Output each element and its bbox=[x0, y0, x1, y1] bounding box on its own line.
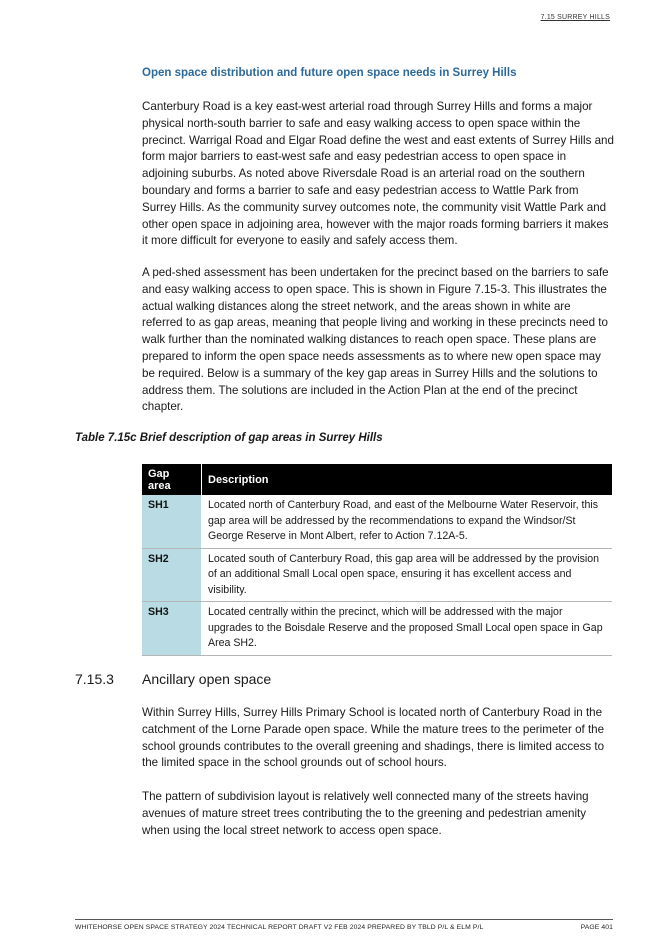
gap-area-cell: SH1 bbox=[142, 495, 202, 548]
column-header-description: Description bbox=[202, 464, 613, 495]
subsection-heading bbox=[75, 671, 271, 687]
subsection-title: Ancillary open space bbox=[142, 671, 272, 687]
table-row bbox=[142, 602, 612, 656]
section-heading: Open space distribution and future open space needs in Surrey Hills bbox=[142, 67, 517, 79]
gap-area-cell: SH2 bbox=[142, 548, 202, 602]
description-cell: Located north of Canterbury Road, and east of the Melbourne Water Reservoir, this gap area will be addressed by the recommendations to expand the Windsor/St George Reserve in Mont Albert, refer to Action 7.12A-5. bbox=[202, 495, 613, 548]
gap-areas-table bbox=[142, 464, 612, 656]
footer-text: WHITEHORSE OPEN SPACE STRATEGY 2024 TECHNICAL REPORT DRAFT V2 FEB 2024 PREPARED BY TBLD P/L & ELM P/L bbox=[75, 924, 484, 931]
table-caption: Table 7.15c Brief description of gap areas in Surrey Hills bbox=[75, 432, 383, 444]
table-row bbox=[142, 495, 612, 548]
table-header-row bbox=[142, 464, 612, 495]
body-paragraph: A ped-shed assessment has been undertaken for the precinct based on the barriers to safe and easy walking access to open space. This is shown in Figure 7.15-3. This illustrates the actual walking distances along the street network, and the areas shown in white are referred to as gap areas, meaning that people living and working in these precincts need to walk further than the nominated walking distances to reach open space. These plans are prepared to inform the open space needs assessments as to where new open space may be required. Below is a summary of the key gap areas in Surrey Hills and the solutions to address them. The solutions are included in the Action Plan at the end of the precinct chapter. bbox=[142, 266, 609, 414]
page-number: PAGE 401 bbox=[580, 924, 613, 931]
table-row bbox=[142, 548, 612, 602]
body-paragraph: The pattern of subdivision layout is relatively well connected many of the streets having avenues of mature street trees contributing the to the greening and pedestrian amenity when using the local street network to access open space. bbox=[142, 790, 589, 837]
description-cell: Located centrally within the precinct, which will be addressed with the major upgrades to the Boisdale Reserve and the proposed Small Local open space in Gap Area SH2. bbox=[202, 602, 613, 656]
footer-divider bbox=[75, 919, 613, 920]
running-header: 7.15 SURREY HILLS bbox=[540, 14, 610, 21]
page-footer bbox=[75, 924, 613, 931]
description-cell: Located south of Canterbury Road, this gap area will be addressed by the provision of an additional Small Local open space, ensuring it has excellent access and visibility. bbox=[202, 548, 613, 602]
gap-area-cell: SH3 bbox=[142, 602, 202, 656]
body-paragraph: Within Surrey Hills, Surrey Hills Primary School is located north of Canterbury Road in the catchment of the Lorne Parade open space. While the mature trees to the perimeter of the school grounds contributes to the overall greening and shadings, there is limited access to the limited space in the school grounds out of school hours. bbox=[142, 706, 605, 770]
column-header-gap-area: Gap area bbox=[142, 464, 202, 495]
subsection-number: 7.15.3 bbox=[75, 671, 114, 687]
body-paragraph: Canterbury Road is a key east-west arterial road through Surrey Hills and forms a major physical north-south barrier to safe and easy walking access to open space within the precinct. Warrigal Road and Elgar Road define the west and east extents of Surrey Hills and form major barriers to east-west safe and easy pedestrian access to open space in adjoining suburbs. As noted above Riversdale Road is an arterial road on the southern boundary and forms a barrier to safe and easy pedestrian access to Wattle Park from Surrey Hills. As the community survey outcomes note, the community visit Wattle Park and other open space in adjoining area, however with the major roads forming barriers it makes it more difficult for everyone to easily and safely access them. bbox=[142, 100, 614, 248]
